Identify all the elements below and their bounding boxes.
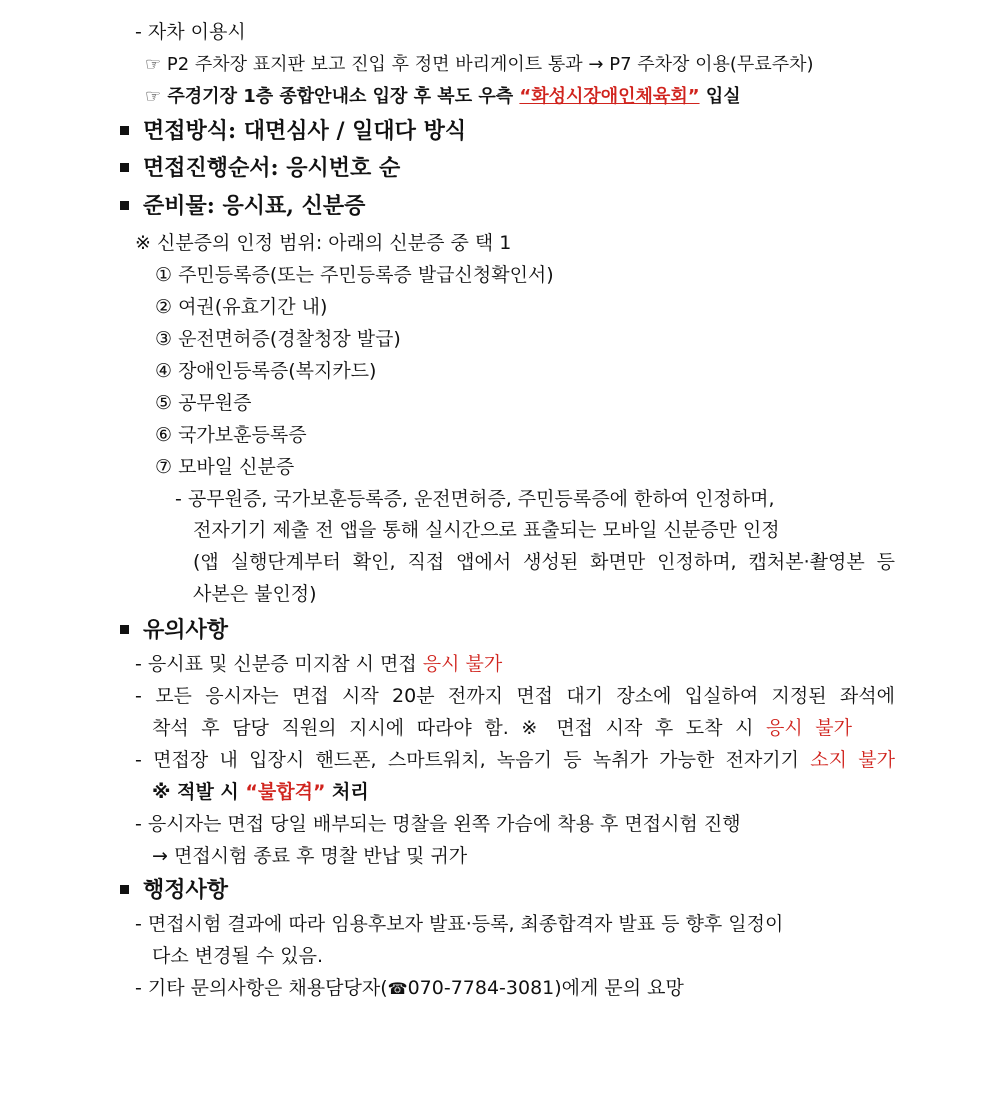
caution-item-3-text: - 면접장 내 입장시 핸드폰, 스마트워치, 녹음기 등 녹취가 가능한 전자기기	[135, 749, 811, 771]
admin-title: 행정사항	[143, 877, 229, 903]
caution-item-4-line2: → 면접시험 종료 후 명찰 반납 및 귀가	[152, 845, 468, 867]
caution-item-3-warning: 소지 불가	[810, 749, 895, 771]
square-bullet-icon	[120, 625, 129, 634]
square-bullet-icon	[120, 163, 129, 172]
id-item: ⑥ 국가보훈등록증	[155, 424, 307, 446]
mobile-id-note-line3: (앱 실행단계부터 확인, 직접 앱에서 생성된 화면만 인정하며, 캡처본·촬영본 등	[193, 551, 895, 573]
interview-order-text: 면접진행순서: 응시번호 순	[143, 155, 401, 181]
parking-entry-prefix: ☞ 주경기장 1층 종합안내소 입장 후 복도 우측	[145, 86, 520, 107]
parking-entry	[145, 83, 741, 111]
caution-item-3-penalty: “불합격”	[245, 781, 326, 803]
id-item: ① 주민등록증(또는 주민등록증 발급신청확인서)	[155, 264, 554, 286]
section-interview-order	[120, 152, 400, 184]
admin-item-2	[135, 974, 684, 1003]
id-range-note: ※ 신분증의 인정 범위: 아래의 신분증 중 택 1	[135, 232, 512, 254]
caution-item-3-line1	[135, 746, 895, 774]
caution-item-2-line2	[152, 714, 852, 742]
id-item: ③ 운전면허증(경찰청장 발급)	[155, 328, 401, 350]
caution-item-2-warning: 응시 불가	[766, 717, 852, 739]
section-admin	[120, 874, 228, 906]
id-item: ② 여권(유효기간 내)	[155, 296, 328, 318]
parking-heading: - 자차 이용시	[135, 21, 246, 43]
parking-room-name: “화성시장애인체육회”	[519, 86, 700, 107]
caution-item-2-text: 착석 후 담당 직원의 지시에 따라야 함. ※ 면접 시작 후 도착 시	[152, 717, 766, 739]
admin-item-1-line1: - 면접시험 결과에 따라 임용후보자 발표·등록, 최종합격자 발표 등 향후 일정이	[135, 913, 784, 935]
square-bullet-icon	[120, 201, 129, 210]
caution-item-1-text: - 응시표 및 신분증 미지참 시 면접	[135, 653, 423, 675]
parking-entry-suffix: 입실	[699, 86, 741, 107]
admin-item-2-text: - 기타 문의사항은 채용담당자(	[135, 977, 388, 999]
caution-item-3-penalty-prefix: ※ 적발 시	[152, 781, 246, 803]
parking-direction: ☞ P2 주차장 표지판 보고 진입 후 정면 바리게이트 통과 → P7 주차장 이용(무료주차)	[145, 54, 814, 75]
admin-item-2-suffix: )에게 문의 요망	[554, 977, 684, 999]
materials-text: 준비물: 응시표, 신분증	[143, 193, 366, 219]
square-bullet-icon	[120, 126, 129, 135]
caution-item-1-warning: 응시 불가	[422, 653, 503, 675]
admin-item-1-line2: 다소 변경될 수 있음.	[152, 945, 323, 967]
id-item: ⑤ 공무원증	[155, 392, 252, 414]
phone-icon: ☎	[387, 979, 408, 998]
mobile-id-note-line4: 사본은 불인정)	[193, 583, 317, 605]
caution-item-4-line1: - 응시자는 면접 당일 배부되는 명찰을 왼쪽 가슴에 착용 후 면접시험 진행	[135, 813, 741, 835]
contact-phone: 070-7784-3081	[407, 977, 555, 999]
section-materials	[120, 190, 365, 222]
caution-title: 유의사항	[143, 617, 229, 643]
mobile-id-note-line1: - 공무원증, 국가보훈등록증, 운전면허증, 주민등록증에 한하여 인정하며,	[175, 488, 775, 510]
id-item: ④ 장애인등록증(복지카드)	[155, 360, 377, 382]
interview-method-text: 면접방식: 대면심사 / 일대다 방식	[143, 118, 467, 144]
mobile-id-note-line2: 전자기기 제출 전 앱을 통해 실시간으로 표출되는 모바일 신분증만 인정	[193, 519, 780, 541]
section-caution	[120, 614, 228, 646]
caution-item-2-line1: - 모든 응시자는 면접 시작 20분 전까지 면접 대기 장소에 입실하여 지정된 좌석에	[135, 685, 895, 707]
caution-item-1	[135, 650, 502, 678]
id-item: ⑦ 모바일 신분증	[155, 456, 295, 478]
caution-item-3-line2	[152, 778, 369, 806]
caution-item-3-penalty-suffix: 처리	[325, 781, 369, 803]
section-interview-method	[120, 115, 466, 147]
square-bullet-icon	[120, 885, 129, 894]
